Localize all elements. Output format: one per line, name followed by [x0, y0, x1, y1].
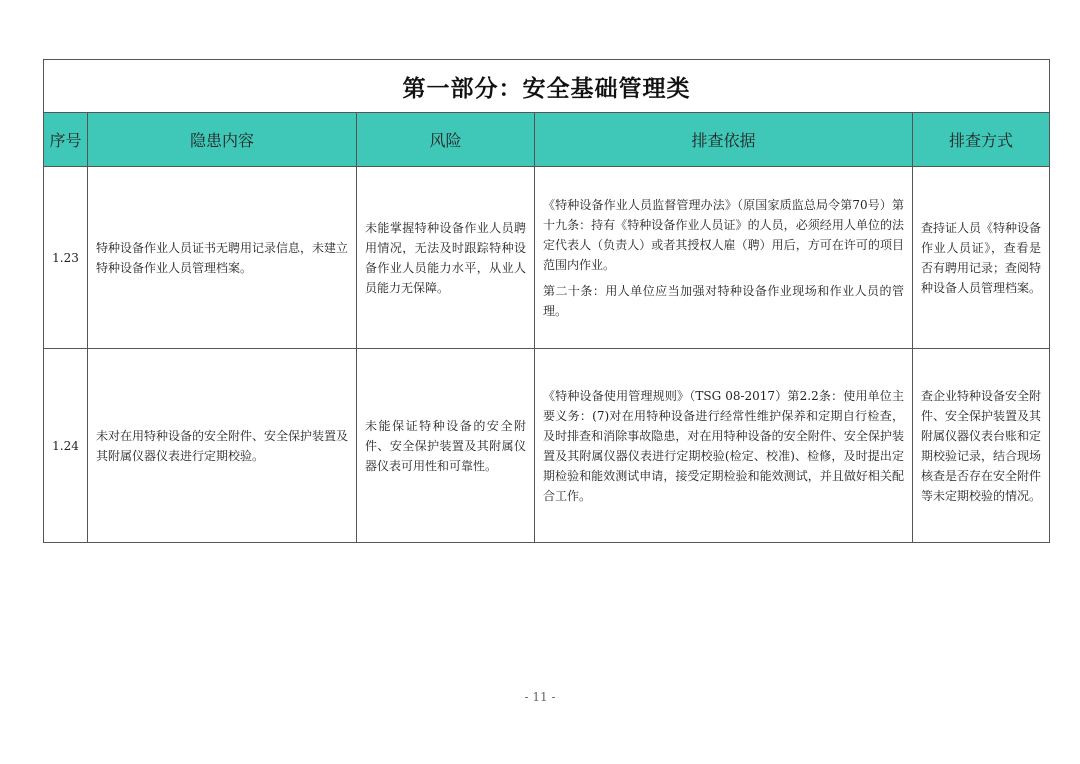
row-number: 1.23	[44, 167, 88, 349]
risk-text: 未能掌握特种设备作业人员聘用情况，无法及时跟踪特种设备作业人员能力水平，从业人员能力无保障。	[365, 220, 526, 295]
table-row	[44, 167, 1050, 349]
header-method: 排查方式	[913, 113, 1050, 167]
hazard-content: 特种设备作业人员证书无聘用记录信息，未建立特种设备作业人员管理档案。	[96, 240, 349, 275]
header-row	[44, 113, 1050, 167]
basis-cell	[535, 349, 913, 543]
header-no: 序号	[44, 113, 88, 167]
risk-text: 未能保证特种设备的安全附件、安全保护装置及其附属仪器仪表可用性和可靠性。	[365, 418, 526, 473]
hazard-content: 未对在用特种设备的安全附件、安全保护装置及其附属仪器仪表进行定期校验。	[96, 428, 349, 463]
header-content: 隐患内容	[88, 113, 357, 167]
page-number: - 11 -	[524, 690, 556, 704]
method-text: 查企业特种设备安全附件、安全保护装置及其附属仪器仪表台账和定期校验记录，结合现场核查是否存在安全附件等未定期校验的情况。	[921, 388, 1042, 503]
basis-cell	[535, 167, 913, 349]
risk-cell	[357, 167, 535, 349]
method-cell	[913, 167, 1050, 349]
method-cell	[913, 349, 1050, 543]
hazard-content-cell	[88, 349, 357, 543]
risk-cell	[357, 349, 535, 543]
table-title: 第一部分：安全基础管理类	[44, 60, 1050, 113]
hazard-content-cell	[88, 167, 357, 349]
table-row	[44, 349, 1050, 543]
hazard-table	[43, 59, 1050, 543]
basis-paragraph: 《特种设备使用管理规则》（TSG 08-2017）第2.2条：使用单位主要义务：(7)对在用特种设备进行经常性维护保养和定期自行检查，及时排查和消除事故隐患，对在用特种设备的安全附件、安全保护装置及其附属仪器仪表进行定期校验(检定、校准)、检修，及时提出定期检验和能效测试申请，接受定期检验和能效测试，并且做好相关配合工作。	[543, 388, 904, 503]
method-text: 查持证人员《特种设备作业人员证》，查看是否有聘用记录；查阅特种设备人员管理档案。	[921, 220, 1042, 295]
header-basis: 排查依据	[535, 113, 913, 167]
row-number: 1.24	[44, 349, 88, 543]
header-risk: 风险	[357, 113, 535, 167]
basis-paragraph: 第二十条：用人单位应当加强对特种设备作业现场和作业人员的管理。	[543, 283, 904, 318]
basis-paragraph: 《特种设备作业人员监督管理办法》（原国家质监总局令第70号）第十九条：持有《特种设备作业人员证》的人员，必须经用人单位的法定代表人（负责人）或者其授权人雇（聘）用后，方可在许可的项目范围内作业。	[543, 197, 904, 272]
